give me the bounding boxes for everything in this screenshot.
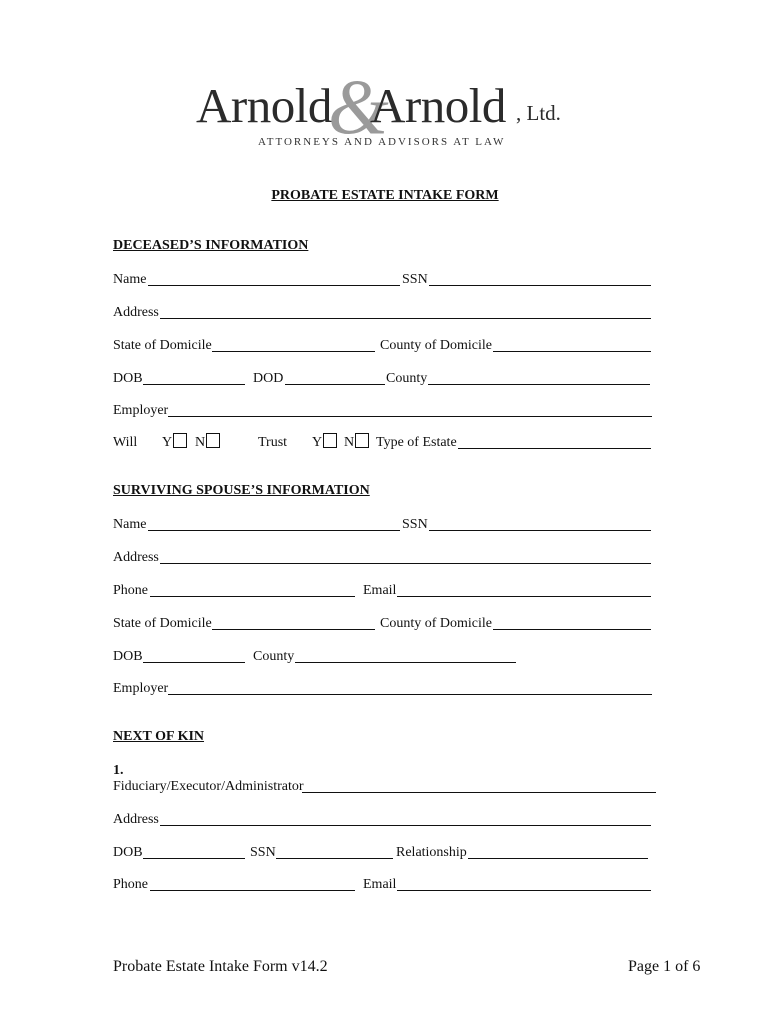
spouse-dob-row: [113, 647, 653, 667]
will-yes-label: Y: [162, 435, 173, 450]
kin-details-row: [113, 843, 653, 863]
spouse-ssn-label: SSN: [402, 517, 428, 532]
spouse-address-row: [113, 548, 653, 568]
trust-yes-checkbox[interactable]: [323, 433, 337, 448]
logo-ampersand: &: [328, 63, 389, 150]
will-yes-checkbox[interactable]: [173, 433, 187, 448]
spouse-employer-field[interactable]: [168, 694, 652, 695]
spouse-address-label: Address: [113, 550, 159, 565]
spouse-phone-label: Phone: [113, 583, 148, 598]
spouse-ssn-field[interactable]: [429, 530, 651, 531]
spouse-employer-label: Employer: [113, 681, 169, 696]
deceased-county-field[interactable]: [428, 384, 650, 385]
deceased-employer-field[interactable]: [168, 416, 652, 417]
deceased-will-trust-row: [113, 433, 653, 453]
kin-ssn-label: SSN: [250, 845, 276, 860]
deceased-county-domicile-field[interactable]: [493, 351, 651, 352]
deceased-ssn-field[interactable]: [429, 285, 651, 286]
type-of-estate-label: Type of Estate: [376, 435, 457, 450]
spouse-email-field[interactable]: [397, 596, 651, 597]
kin-dob-label: DOB: [113, 845, 143, 860]
deceased-dates-row: [113, 369, 653, 389]
deceased-name-row: [113, 270, 653, 290]
logo-suffix: , Ltd.: [516, 101, 561, 125]
spouse-employer-row: [113, 679, 653, 699]
spouse-contact-row: [113, 581, 653, 601]
deceased-county-label: County: [386, 371, 428, 386]
trust-yes-label: Y: [312, 435, 323, 450]
type-of-estate-field[interactable]: [458, 448, 651, 449]
kin-relationship-label: Relationship: [396, 845, 467, 860]
deceased-address-label: Address: [113, 305, 159, 320]
spouse-state-field[interactable]: [212, 629, 375, 630]
spouse-name-row: [113, 515, 653, 535]
deceased-address-row: [113, 303, 653, 323]
kin-number: 1.: [113, 763, 124, 778]
firm-logo: [196, 63, 576, 166]
kin-fiduciary-label: Fiduciary/Executor/Administrator: [113, 779, 304, 794]
spouse-heading: SURVIVING SPOUSE’S INFORMATION: [113, 483, 370, 498]
spouse-phone-field[interactable]: [150, 596, 355, 597]
spouse-state-label: State of Domicile: [113, 616, 212, 631]
spouse-county-label: County: [253, 649, 295, 664]
kin-ssn-field[interactable]: [276, 858, 393, 859]
deceased-county-domicile-label: County of Domicile: [380, 338, 492, 353]
spouse-email-label: Email: [363, 583, 397, 598]
kin-fiduciary-field[interactable]: [302, 792, 656, 793]
deceased-address-field[interactable]: [160, 318, 651, 319]
deceased-state-label: State of Domicile: [113, 338, 212, 353]
kin-fiduciary-row: [113, 777, 658, 797]
will-label: Will: [113, 435, 138, 450]
footer-page-number: Page 1 of 6: [628, 958, 701, 975]
spouse-dob-field[interactable]: [143, 662, 245, 663]
spouse-county-domicile-label: County of Domicile: [380, 616, 492, 631]
deceased-heading: DECEASED’S INFORMATION: [113, 238, 309, 253]
deceased-dod-label: DOD: [253, 371, 284, 386]
spouse-dob-label: DOB: [113, 649, 143, 664]
kin-address-label: Address: [113, 812, 159, 827]
logo-subtitle: ATTORNEYS AND ADVISORS AT LAW: [258, 136, 506, 148]
trust-no-label: N: [344, 435, 355, 450]
trust-no-checkbox[interactable]: [355, 433, 369, 448]
trust-label: Trust: [258, 435, 288, 450]
kin-email-field[interactable]: [397, 890, 651, 891]
spouse-name-label: Name: [113, 517, 147, 532]
spouse-county-domicile-field[interactable]: [493, 629, 651, 630]
deceased-employer-label: Employer: [113, 403, 169, 418]
deceased-name-label: Name: [113, 272, 147, 287]
logo-word-1: Arnold: [196, 78, 332, 133]
deceased-state-field[interactable]: [212, 351, 375, 352]
deceased-dob-label: DOB: [113, 371, 143, 386]
spouse-name-field[interactable]: [148, 530, 400, 531]
deceased-dod-field[interactable]: [285, 384, 385, 385]
deceased-employer-row: [113, 401, 653, 421]
will-no-label: N: [195, 435, 206, 450]
deceased-domicile-row: [113, 336, 653, 356]
kin-address-field[interactable]: [160, 825, 651, 826]
kin-contact-row: [113, 875, 653, 895]
kin-address-row: [113, 810, 653, 830]
next-of-kin-heading: NEXT OF KIN: [113, 729, 205, 744]
spouse-county-field[interactable]: [295, 662, 516, 663]
kin-dob-field[interactable]: [143, 858, 245, 859]
logo-word-2: Arnold: [370, 78, 506, 133]
spouse-domicile-row: [113, 614, 653, 634]
kin-email-label: Email: [363, 877, 397, 892]
spouse-address-field[interactable]: [160, 563, 651, 564]
form-title: PROBATE ESTATE INTAKE FORM: [271, 188, 499, 203]
deceased-dob-field[interactable]: [143, 384, 245, 385]
deceased-name-field[interactable]: [148, 285, 400, 286]
kin-relationship-field[interactable]: [468, 858, 648, 859]
will-no-checkbox[interactable]: [206, 433, 220, 448]
kin-phone-field[interactable]: [150, 890, 355, 891]
kin-phone-label: Phone: [113, 877, 148, 892]
footer-form-version: Probate Estate Intake Form v14.2: [113, 958, 328, 975]
deceased-ssn-label: SSN: [402, 272, 428, 287]
